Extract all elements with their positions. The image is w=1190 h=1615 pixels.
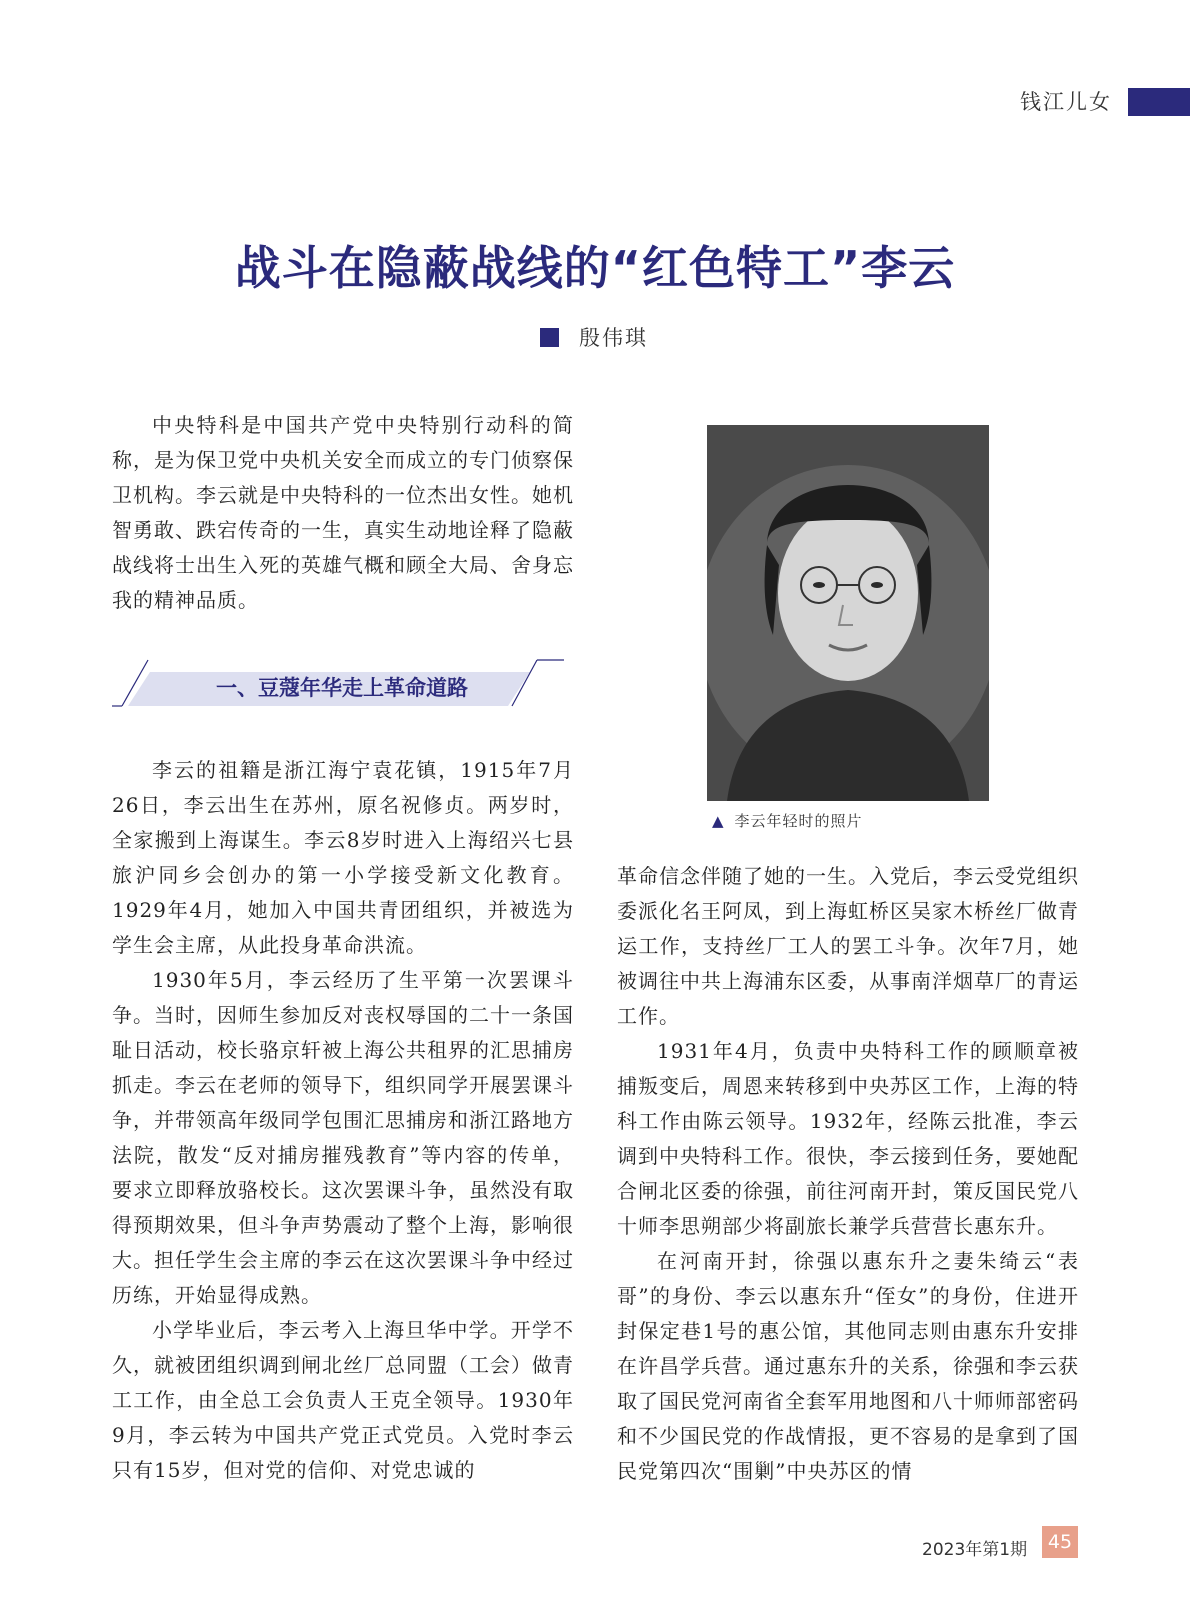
issue-label: 2023年第1期: [922, 1540, 1028, 1560]
photo-caption: [712, 810, 863, 831]
intro-paragraph: 中央特科是中国共产党中央特别行动科的简称，是为保卫党中央机关安全而成立的专门侦察保卫机构。李云就是中央特科的一位杰出女性。她机智勇敢、跌宕传奇的一生，真实生动地诠释了隐蔽战线将士出生入死的英雄气概和顾全大局、舍身忘我的精神品质。: [112, 413, 574, 612]
author-square-icon: [540, 328, 559, 347]
right-column: [617, 859, 1079, 1489]
body-paragraph: 1931年4月，负责中央特科工作的顾顺章被捕叛变后，周恩来转移到中央苏区工作，上海的特科工作由陈云领导。1932年，经陈云批准，李云调到中央特科工作。很快，李云接到任务，要她配合闸北区委的徐强，前往河南开封，策反国民党八十师李思朔部少将副旅长兼学兵营营长惠东升。: [617, 1039, 1079, 1238]
author-byline: [540, 322, 648, 352]
photo-caption-text: 李云年轻时的照片: [734, 812, 863, 830]
section-tag: 钱江儿女: [1020, 90, 1112, 114]
body-paragraph: 1930年5月，李云经历了生平第一次罢课斗争。当时，因师生参加反对丧权辱国的二十一条国耻日活动，校长骆京轩被上海公共租界的汇思捕房抓走。李云在老师的领导下，组织同学开展罢课斗争，并带领高年级同学包围汇思捕房和浙江路地方法院，散发“反对捕房摧残教育”等内容的传单，要求立即释放骆校长。这次罢课斗争，虽然没有取得预期效果，但斗争声势震动了整个上海，影响很大。担任学生会主席的李云在这次罢课斗争中经过历练，开始显得成熟。: [112, 968, 574, 1307]
intro-block: [112, 408, 574, 618]
section-heading: [112, 658, 572, 716]
body-paragraph: 小学毕业后，李云考入上海旦华中学。开学不久，就被团组织调到闸北丝厂总同盟（工会）做青工工作，由全总工会负责人王克全领导。1930年9月，李云转为中国共产党正式党员。入党时李云只有15岁，但对党的信仰、对党忠诚的: [112, 1318, 574, 1482]
page-number: 45: [1042, 1526, 1078, 1558]
body-paragraph: 革命信念伴随了她的一生。入党后，李云受党组织委派化名王阿凤，到上海虹桥区吴家木桥丝厂做青运工作，支持丝厂工人的罢工斗争。次年7月，她被调往中共上海浦东区委，从事南洋烟草厂的青运工作。: [617, 864, 1079, 1028]
section-tag-bar: [1128, 88, 1190, 116]
article-title: 战斗在隐蔽战线的“红色特工”李云: [234, 241, 956, 295]
portrait-photo: [707, 425, 989, 801]
author-name: 殷伟琪: [579, 326, 648, 350]
body-paragraph: 在河南开封，徐强以惠东升之妻朱绮云“表哥”的身份、李云以惠东升“侄女”的身份，住进开封保定巷1号的惠公馆，其他同志则由惠东升安排在许昌学兵营。通过惠东升的关系，徐强和李云获取了国民党河南省全套军用地图和八十师师部密码和不少国民党的作战情报，更不容易的是拿到了国民党第四次“围剿”中央苏区的情: [617, 1249, 1079, 1483]
triangle-up-icon: ▲: [712, 812, 725, 830]
left-column: [112, 753, 574, 1488]
section-heading-text: 一、豆蔻年华走上革命道路: [216, 676, 468, 700]
body-paragraph: 李云的祖籍是浙江海宁袁花镇，1915年7月26日，李云出生在苏州，原名祝修贞。两岁时，全家搬到上海谋生。李云8岁时进入上海绍兴七县旅沪同乡会创办的第一小学接受新文化教育。1929年4月，她加入中国共青团组织，并被选为学生会主席，从此投身革命洪流。: [112, 758, 574, 957]
